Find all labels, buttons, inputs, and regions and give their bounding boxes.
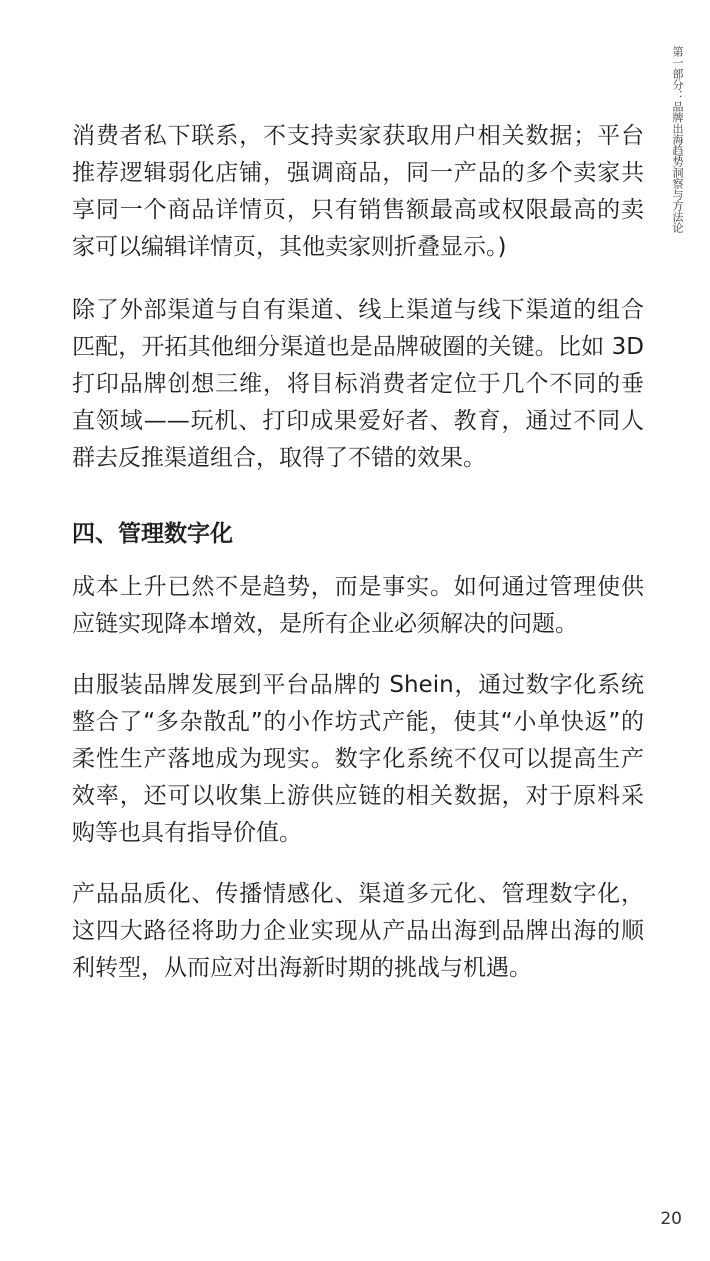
body-paragraph: 由服装品牌发展到平台品牌的 Shein，通过数字化系统整合了“多杂散乱”的小作坊式产能，使其“小单快返”的柔性生产落地成为现实。数字化系统不仅可以提高生产效率，还可以收集上游供应链的相关数据，对于原料采购等也具有指导价值。 [72,672,644,846]
body-paragraph: 成本上升已然不是趋势，而是事实。如何通过管理使供应链实现降本增效，是所有企业必须解决的问题。 [72,574,644,637]
body-paragraph: 产品品质化、传播情感化、渠道多元化、管理数字化，这四大路径将助力企业实现从产品出海到品牌出海的顺利转型，从而应对出海新时期的挑战与机遇。 [72,881,644,981]
article-body [72,118,644,1011]
body-paragraph: 消费者私下联系，不支持卖家获取用户相关数据；平台推荐逻辑弱化店铺，强调商品，同一产品的多个卖家共享同一个商品详情页，只有销售额最高或权限最高的卖家可以编辑详情页，其他卖家则折叠显示。) [72,123,644,260]
body-paragraph: 除了外部渠道与自有渠道、线上渠道与线下渠道的组合匹配，开拓其他细分渠道也是品牌破圈的关键。比如 3D 打印品牌创想三维，将目标消费者定位于几个不同的垂直领域——玩机、打印成果爱好者、教育，通过不同人群去反推渠道组合，取得了不错的效果。 [72,297,644,471]
page-number: 20 [660,1209,682,1229]
section-heading: 四、管理数字化 [72,521,233,547]
running-header: 第一部分：品牌出海趋势洞察与方法论 [671,46,684,233]
